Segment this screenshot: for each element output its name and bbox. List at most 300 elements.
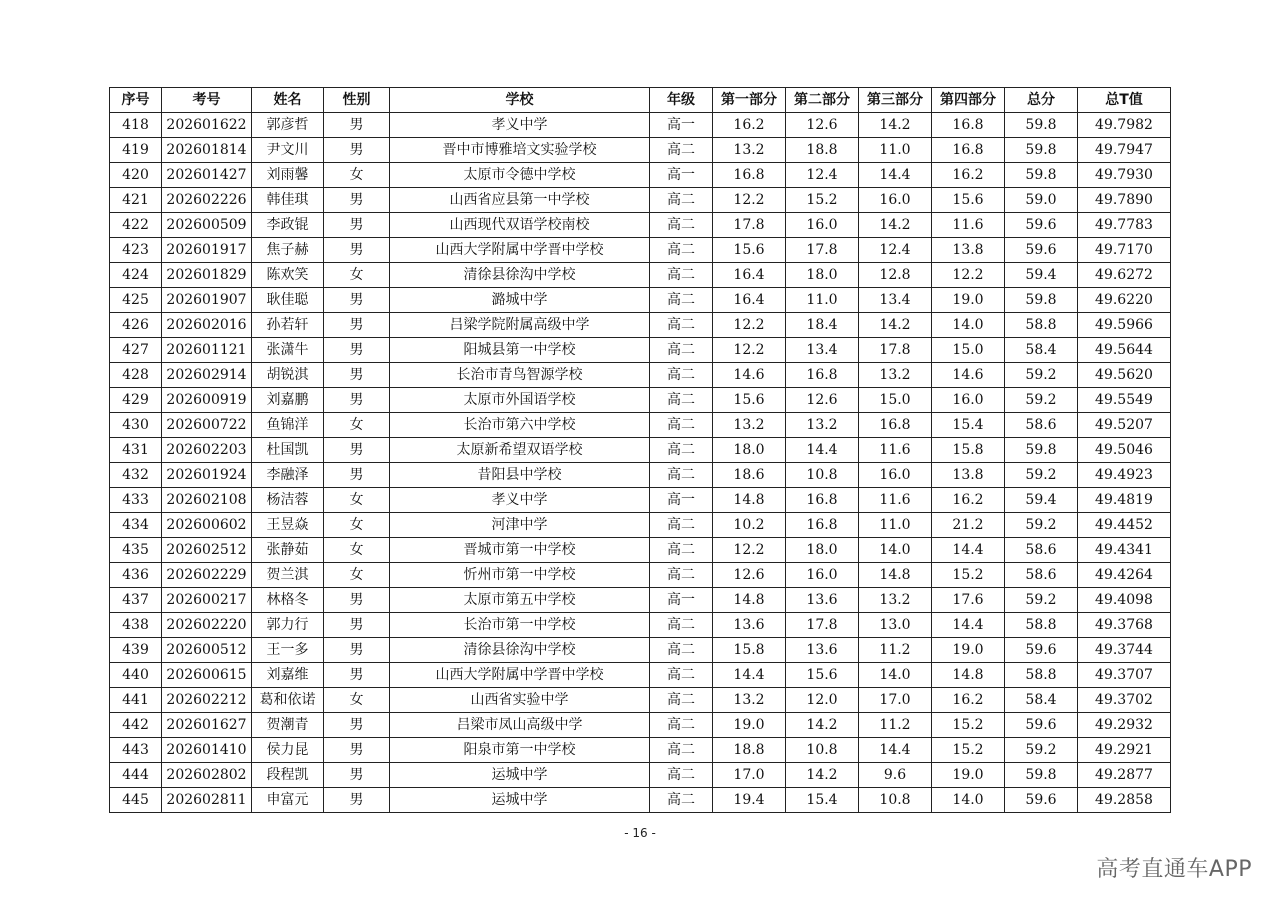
table-cell: 202602212 <box>162 688 252 713</box>
table-cell: 13.4 <box>786 338 859 363</box>
table-cell: 202602108 <box>162 488 252 513</box>
table-cell: 12.0 <box>786 688 859 713</box>
table-cell: 14.0 <box>859 538 932 563</box>
table-cell: 女 <box>324 513 390 538</box>
table-cell: 高二 <box>650 738 713 763</box>
table-cell: 18.8 <box>713 738 786 763</box>
table-cell: 49.6220 <box>1078 288 1171 313</box>
table-cell: 18.6 <box>713 463 786 488</box>
table-row <box>110 588 1171 613</box>
table-cell: 202602512 <box>162 538 252 563</box>
table-cell: 潞城中学 <box>390 288 650 313</box>
table-cell: 202602016 <box>162 313 252 338</box>
table-cell: 202601622 <box>162 113 252 138</box>
table-cell: 59.8 <box>1005 138 1078 163</box>
table-cell: 吕梁市凤山高级中学 <box>390 713 650 738</box>
table-row <box>110 388 1171 413</box>
table-cell: 49.3707 <box>1078 663 1171 688</box>
table-cell: 58.4 <box>1005 338 1078 363</box>
table-cell: 孝义中学 <box>390 488 650 513</box>
table-cell: 430 <box>110 413 162 438</box>
table-cell: 59.4 <box>1005 488 1078 513</box>
table-cell: 11.0 <box>859 138 932 163</box>
table-cell: 男 <box>324 438 390 463</box>
table-cell: 刘嘉鹏 <box>252 388 324 413</box>
table-cell: 49.7982 <box>1078 113 1171 138</box>
table-cell: 女 <box>324 488 390 513</box>
table-cell: 高二 <box>650 188 713 213</box>
table-cell: 高二 <box>650 413 713 438</box>
score-table <box>109 87 1171 813</box>
table-cell: 16.8 <box>786 513 859 538</box>
table-cell: 晋中市博雅培文实验学校 <box>390 138 650 163</box>
table-cell: 高一 <box>650 113 713 138</box>
table-cell: 15.0 <box>859 388 932 413</box>
table-row <box>110 738 1171 763</box>
table-cell: 58.8 <box>1005 613 1078 638</box>
table-row <box>110 413 1171 438</box>
table-cell: 14.8 <box>713 488 786 513</box>
table-cell: 14.0 <box>859 663 932 688</box>
table-cell: 山西大学附属中学晋中学校 <box>390 663 650 688</box>
table-cell: 59.8 <box>1005 163 1078 188</box>
table-cell: 杜国凯 <box>252 438 324 463</box>
table-cell: 15.8 <box>932 438 1005 463</box>
table-cell: 49.5046 <box>1078 438 1171 463</box>
table-cell: 男 <box>324 113 390 138</box>
table-cell: 422 <box>110 213 162 238</box>
table-cell: 49.4341 <box>1078 538 1171 563</box>
table-cell: 男 <box>324 338 390 363</box>
table-cell: 16.0 <box>786 563 859 588</box>
table-cell: 59.6 <box>1005 213 1078 238</box>
table-cell: 高二 <box>650 438 713 463</box>
table-cell: 49.7930 <box>1078 163 1171 188</box>
table-cell: 202600919 <box>162 388 252 413</box>
table-cell: 高二 <box>650 263 713 288</box>
table-cell: 12.2 <box>713 538 786 563</box>
table-cell: 14.4 <box>932 538 1005 563</box>
header-cell: 考号 <box>162 88 252 113</box>
table-cell: 202600217 <box>162 588 252 613</box>
table-row <box>110 238 1171 263</box>
table-cell: 男 <box>324 763 390 788</box>
table-cell: 16.0 <box>786 213 859 238</box>
table-cell: 12.2 <box>932 263 1005 288</box>
table-cell: 428 <box>110 363 162 388</box>
table-cell: 高二 <box>650 713 713 738</box>
table-cell: 12.6 <box>786 388 859 413</box>
table-row <box>110 613 1171 638</box>
table-cell: 59.2 <box>1005 513 1078 538</box>
table-cell: 高二 <box>650 613 713 638</box>
table-cell: 胡锐淇 <box>252 363 324 388</box>
table-row <box>110 688 1171 713</box>
table-cell: 男 <box>324 613 390 638</box>
table-cell: 438 <box>110 613 162 638</box>
table-cell: 202602203 <box>162 438 252 463</box>
table-cell: 12.4 <box>786 163 859 188</box>
table-cell: 441 <box>110 688 162 713</box>
table-row <box>110 463 1171 488</box>
table-row <box>110 488 1171 513</box>
table-cell: 49.5644 <box>1078 338 1171 363</box>
table-cell: 太原新希望双语学校 <box>390 438 650 463</box>
table-cell: 21.2 <box>932 513 1005 538</box>
table-cell: 14.4 <box>859 163 932 188</box>
table-row <box>110 138 1171 163</box>
table-cell: 王昱焱 <box>252 513 324 538</box>
table-cell: 高二 <box>650 563 713 588</box>
table-cell: 202600602 <box>162 513 252 538</box>
table-row <box>110 263 1171 288</box>
table-cell: 女 <box>324 538 390 563</box>
table-row <box>110 213 1171 238</box>
table-cell: 男 <box>324 188 390 213</box>
table-cell: 14.2 <box>859 213 932 238</box>
table-cell: 59.8 <box>1005 288 1078 313</box>
table-row <box>110 188 1171 213</box>
table-cell: 16.8 <box>786 488 859 513</box>
table-cell: 忻州市第一中学校 <box>390 563 650 588</box>
table-cell: 高一 <box>650 488 713 513</box>
table-cell: 男 <box>324 638 390 663</box>
table-cell: 10.8 <box>859 788 932 813</box>
table-cell: 202602811 <box>162 788 252 813</box>
table-cell: 439 <box>110 638 162 663</box>
table-cell: 202602802 <box>162 763 252 788</box>
table-row <box>110 763 1171 788</box>
table-cell: 202600509 <box>162 213 252 238</box>
table-row <box>110 638 1171 663</box>
table-cell: 12.8 <box>859 263 932 288</box>
table-cell: 202601924 <box>162 463 252 488</box>
table-cell: 59.6 <box>1005 638 1078 663</box>
table-cell: 18.0 <box>713 438 786 463</box>
table-cell: 59.6 <box>1005 713 1078 738</box>
table-cell: 清徐县徐沟中学校 <box>390 638 650 663</box>
table-cell: 437 <box>110 588 162 613</box>
table-cell: 202602229 <box>162 563 252 588</box>
table-row <box>110 563 1171 588</box>
table-cell: 49.5620 <box>1078 363 1171 388</box>
header-cell: 姓名 <box>252 88 324 113</box>
table-cell: 晋城市第一中学校 <box>390 538 650 563</box>
table-cell: 13.6 <box>713 613 786 638</box>
table-cell: 李融泽 <box>252 463 324 488</box>
table-row <box>110 713 1171 738</box>
table-cell: 韩佳琪 <box>252 188 324 213</box>
table-cell: 贺兰淇 <box>252 563 324 588</box>
table-cell: 17.0 <box>713 763 786 788</box>
table-cell: 424 <box>110 263 162 288</box>
table-cell: 11.2 <box>859 713 932 738</box>
table-cell: 申富元 <box>252 788 324 813</box>
table-cell: 49.7890 <box>1078 188 1171 213</box>
table-cell: 山西大学附属中学晋中学校 <box>390 238 650 263</box>
table-cell: 202602220 <box>162 613 252 638</box>
table-cell: 孙若轩 <box>252 313 324 338</box>
table-cell: 12.2 <box>713 188 786 213</box>
table-cell: 男 <box>324 588 390 613</box>
table-cell: 张静茹 <box>252 538 324 563</box>
table-cell: 13.6 <box>786 588 859 613</box>
table-cell: 14.2 <box>786 713 859 738</box>
table-cell: 58.8 <box>1005 663 1078 688</box>
table-cell: 202602914 <box>162 363 252 388</box>
table-cell: 男 <box>324 388 390 413</box>
page-number: - 16 - <box>624 826 656 840</box>
table-cell: 18.0 <box>786 538 859 563</box>
table-cell: 49.4819 <box>1078 488 1171 513</box>
table-cell: 高二 <box>650 288 713 313</box>
table-cell: 高二 <box>650 513 713 538</box>
table-cell: 17.8 <box>786 613 859 638</box>
table-cell: 山西省应县第一中学校 <box>390 188 650 213</box>
table-cell: 太原市外国语学校 <box>390 388 650 413</box>
table-cell: 11.0 <box>786 288 859 313</box>
table-cell: 202600615 <box>162 663 252 688</box>
table-cell: 男 <box>324 238 390 263</box>
table-cell: 侯力昆 <box>252 738 324 763</box>
table-cell: 14.0 <box>932 313 1005 338</box>
table-row <box>110 313 1171 338</box>
table-cell: 男 <box>324 313 390 338</box>
table-cell: 202601814 <box>162 138 252 163</box>
table-row <box>110 163 1171 188</box>
table-cell: 13.2 <box>859 588 932 613</box>
table-cell: 男 <box>324 463 390 488</box>
table-cell: 鱼锦洋 <box>252 413 324 438</box>
table-cell: 15.2 <box>932 563 1005 588</box>
table-cell: 高二 <box>650 638 713 663</box>
table-cell: 59.4 <box>1005 263 1078 288</box>
table-cell: 段程凯 <box>252 763 324 788</box>
table-cell: 高二 <box>650 463 713 488</box>
table-cell: 444 <box>110 763 162 788</box>
table-cell: 高二 <box>650 238 713 263</box>
table-cell: 18.8 <box>786 138 859 163</box>
table-row <box>110 288 1171 313</box>
table-cell: 12.6 <box>786 113 859 138</box>
table-cell: 49.4098 <box>1078 588 1171 613</box>
table-cell: 58.8 <box>1005 313 1078 338</box>
table-row <box>110 338 1171 363</box>
table-cell: 13.2 <box>713 688 786 713</box>
header-row <box>110 88 1171 113</box>
table-cell: 202600722 <box>162 413 252 438</box>
table-cell: 郭彦哲 <box>252 113 324 138</box>
table-cell: 高二 <box>650 388 713 413</box>
table-cell: 女 <box>324 688 390 713</box>
table-cell: 葛和依诺 <box>252 688 324 713</box>
table-cell: 阳泉市第一中学校 <box>390 738 650 763</box>
table-row <box>110 538 1171 563</box>
table-cell: 山西省实验中学 <box>390 688 650 713</box>
table-cell: 423 <box>110 238 162 263</box>
table-row <box>110 513 1171 538</box>
table-cell: 19.0 <box>932 288 1005 313</box>
table-cell: 49.2877 <box>1078 763 1171 788</box>
table-cell: 427 <box>110 338 162 363</box>
table-cell: 420 <box>110 163 162 188</box>
table-cell: 442 <box>110 713 162 738</box>
table-cell: 11.6 <box>932 213 1005 238</box>
table-cell: 202601627 <box>162 713 252 738</box>
table-cell: 14.4 <box>713 663 786 688</box>
table-cell: 14.4 <box>786 438 859 463</box>
header-cell: 年级 <box>650 88 713 113</box>
table-cell: 49.4264 <box>1078 563 1171 588</box>
table-cell: 17.8 <box>786 238 859 263</box>
table-cell: 16.0 <box>932 388 1005 413</box>
table-cell: 高一 <box>650 163 713 188</box>
table-cell: 202601907 <box>162 288 252 313</box>
table-cell: 49.3702 <box>1078 688 1171 713</box>
header-cell: 学校 <box>390 88 650 113</box>
table-cell: 432 <box>110 463 162 488</box>
table-cell: 男 <box>324 663 390 688</box>
table-cell: 运城中学 <box>390 788 650 813</box>
header-cell: 性别 <box>324 88 390 113</box>
table-cell: 49.3744 <box>1078 638 1171 663</box>
table-cell: 435 <box>110 538 162 563</box>
table-cell: 49.5549 <box>1078 388 1171 413</box>
table-cell: 15.2 <box>786 188 859 213</box>
table-cell: 13.2 <box>859 363 932 388</box>
table-cell: 高一 <box>650 588 713 613</box>
table-cell: 高二 <box>650 213 713 238</box>
table-cell: 49.6272 <box>1078 263 1171 288</box>
table-cell: 13.4 <box>859 288 932 313</box>
table-cell: 陈欢笑 <box>252 263 324 288</box>
table-cell: 433 <box>110 488 162 513</box>
table-cell: 58.6 <box>1005 563 1078 588</box>
table-cell: 13.8 <box>932 463 1005 488</box>
table-cell: 13.8 <box>932 238 1005 263</box>
table-cell: 10.8 <box>786 463 859 488</box>
table-cell: 49.3768 <box>1078 613 1171 638</box>
table-cell: 15.8 <box>713 638 786 663</box>
table-cell: 高二 <box>650 663 713 688</box>
table-cell: 202601829 <box>162 263 252 288</box>
table-row <box>110 438 1171 463</box>
table-cell: 59.2 <box>1005 388 1078 413</box>
table-cell: 男 <box>324 363 390 388</box>
table-cell: 13.2 <box>713 138 786 163</box>
table-cell: 张潇牛 <box>252 338 324 363</box>
table-cell: 49.7170 <box>1078 238 1171 263</box>
table-cell: 15.6 <box>786 663 859 688</box>
table-cell: 59.2 <box>1005 588 1078 613</box>
table-cell: 49.7947 <box>1078 138 1171 163</box>
watermark: 高考直通车APP <box>1096 857 1252 882</box>
table-cell: 太原市第五中学校 <box>390 588 650 613</box>
table-cell: 426 <box>110 313 162 338</box>
table-cell: 13.2 <box>713 413 786 438</box>
table-cell: 434 <box>110 513 162 538</box>
table-cell: 15.6 <box>713 238 786 263</box>
table-cell: 202602226 <box>162 188 252 213</box>
header-cell: 第三部分 <box>859 88 932 113</box>
table-cell: 14.2 <box>859 113 932 138</box>
table-cell: 58.6 <box>1005 538 1078 563</box>
table-cell: 高二 <box>650 763 713 788</box>
table-cell: 13.6 <box>786 638 859 663</box>
table-cell: 长治市青鸟智源学校 <box>390 363 650 388</box>
table-cell: 49.5207 <box>1078 413 1171 438</box>
table-cell: 202601917 <box>162 238 252 263</box>
table-row <box>110 363 1171 388</box>
table-cell: 12.2 <box>713 338 786 363</box>
table-cell: 440 <box>110 663 162 688</box>
table-cell: 男 <box>324 788 390 813</box>
table-cell: 19.0 <box>713 713 786 738</box>
header-cell: 第一部分 <box>713 88 786 113</box>
table-cell: 女 <box>324 263 390 288</box>
table-cell: 郭力行 <box>252 613 324 638</box>
table-cell: 17.8 <box>859 338 932 363</box>
table-cell: 421 <box>110 188 162 213</box>
table-cell: 59.8 <box>1005 113 1078 138</box>
table-cell: 443 <box>110 738 162 763</box>
table-cell: 11.6 <box>859 438 932 463</box>
table-cell: 419 <box>110 138 162 163</box>
table-cell: 高二 <box>650 688 713 713</box>
table-cell: 林格冬 <box>252 588 324 613</box>
table-cell: 202601427 <box>162 163 252 188</box>
table-cell: 19.0 <box>932 638 1005 663</box>
header-cell: 第二部分 <box>786 88 859 113</box>
table-cell: 15.2 <box>932 738 1005 763</box>
table-cell: 12.2 <box>713 313 786 338</box>
table-cell: 59.8 <box>1005 438 1078 463</box>
table-cell: 15.4 <box>786 788 859 813</box>
table-cell: 11.2 <box>859 638 932 663</box>
table-cell: 高二 <box>650 788 713 813</box>
table-cell: 13.0 <box>859 613 932 638</box>
table-cell: 太原市令德中学校 <box>390 163 650 188</box>
table-cell: 山西现代双语学校南校 <box>390 213 650 238</box>
table-cell: 202601410 <box>162 738 252 763</box>
table-cell: 14.2 <box>859 313 932 338</box>
table-cell: 49.2932 <box>1078 713 1171 738</box>
table-cell: 12.4 <box>859 238 932 263</box>
table-cell: 14.2 <box>786 763 859 788</box>
table-cell: 14.0 <box>932 788 1005 813</box>
header-cell: 总T值 <box>1078 88 1171 113</box>
table-cell: 58.4 <box>1005 688 1078 713</box>
table-cell: 14.6 <box>713 363 786 388</box>
table-cell: 16.2 <box>932 163 1005 188</box>
table-cell: 阳城县第一中学校 <box>390 338 650 363</box>
table-cell: 16.2 <box>932 488 1005 513</box>
table-cell: 418 <box>110 113 162 138</box>
table-cell: 49.2858 <box>1078 788 1171 813</box>
table-cell: 耿佳聪 <box>252 288 324 313</box>
table-cell: 河津中学 <box>390 513 650 538</box>
table-cell: 男 <box>324 738 390 763</box>
table-cell: 49.2921 <box>1078 738 1171 763</box>
table-cell: 李政锟 <box>252 213 324 238</box>
table-cell: 尹文川 <box>252 138 324 163</box>
table-body <box>110 113 1171 813</box>
table-cell: 19.4 <box>713 788 786 813</box>
table-cell: 16.0 <box>859 463 932 488</box>
table-cell: 昔阳县中学校 <box>390 463 650 488</box>
table-cell: 15.2 <box>932 713 1005 738</box>
table-cell: 高二 <box>650 538 713 563</box>
